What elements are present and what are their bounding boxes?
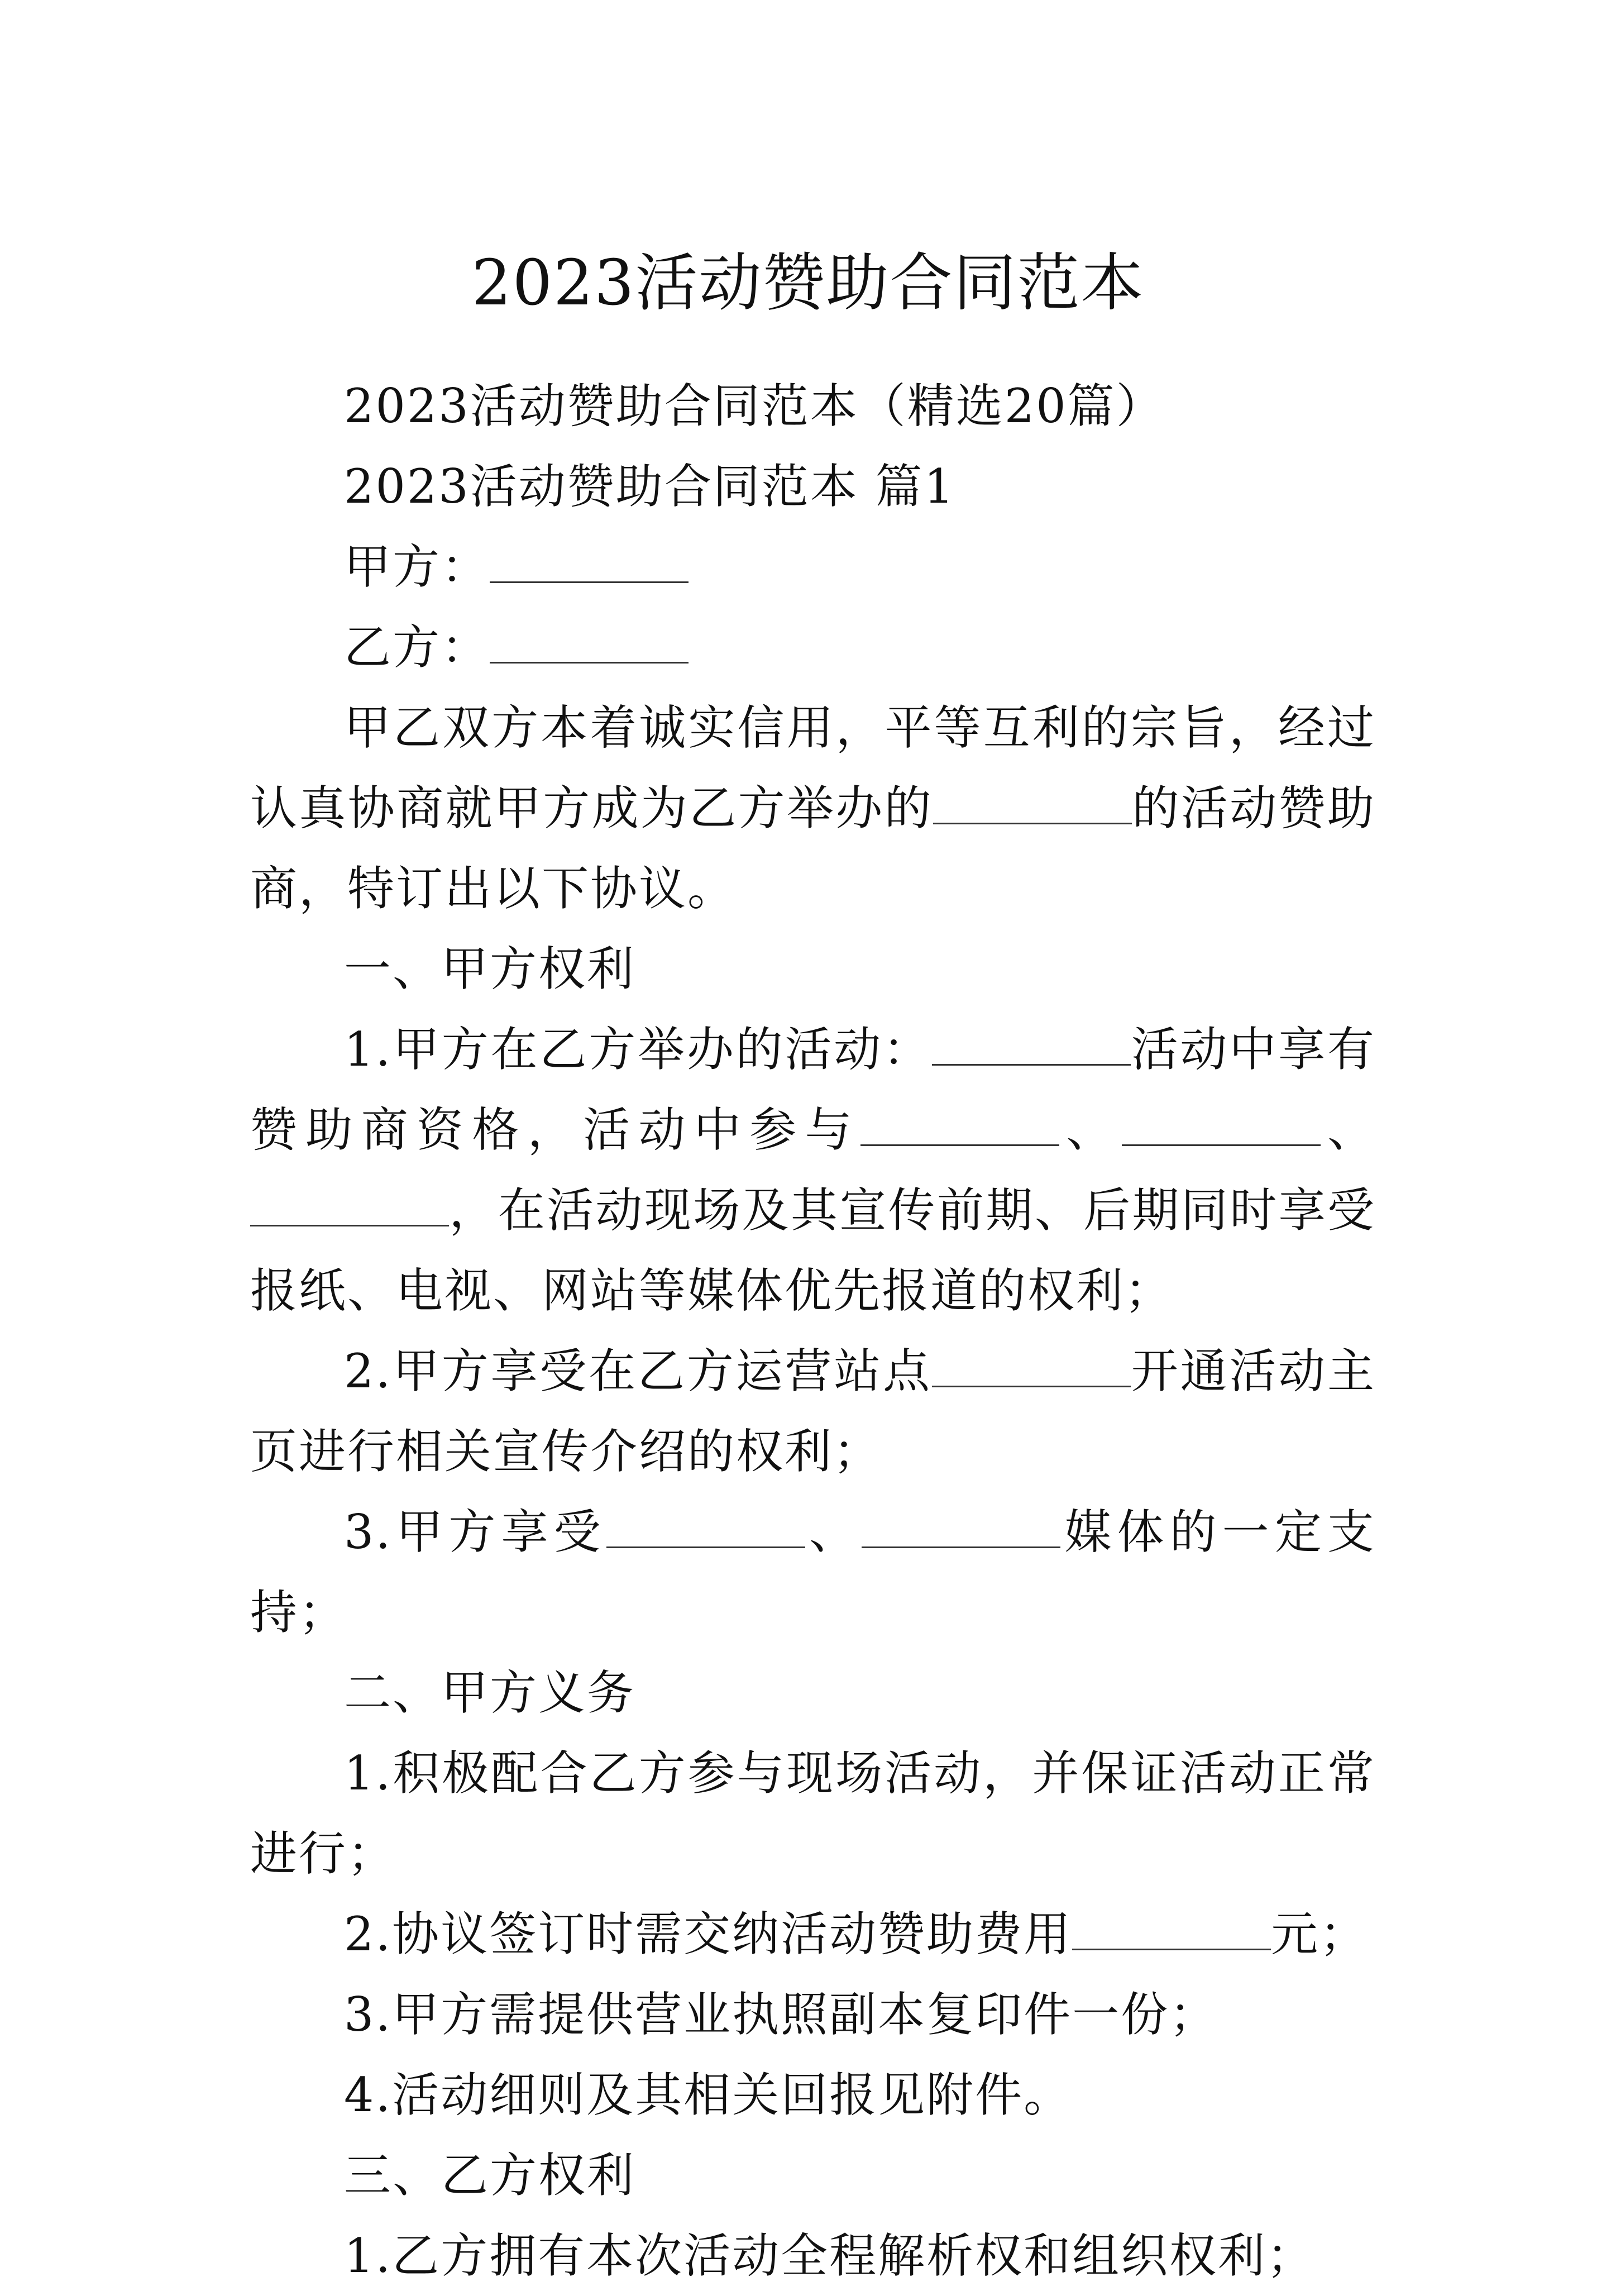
s1-item-1-text-2: 活动中享有赞助商资格，活动中参与 <box>250 1022 1376 1157</box>
party-a-line <box>250 527 1376 607</box>
event-name-blank <box>933 769 1132 824</box>
s1-item-3-sep: 、 <box>805 1505 862 1559</box>
s1-item-1-sep-2: 、 <box>1320 1102 1376 1157</box>
intro-paragraph <box>250 688 1376 929</box>
media-blank-1 <box>606 1493 805 1548</box>
media-blank-2 <box>862 1493 1060 1548</box>
s2-item-1: 1.积极配合乙方参与现场活动，并保证活动正常进行； <box>250 1746 1376 1881</box>
participation-blank-1 <box>860 1091 1059 1146</box>
s1-item-2 <box>250 1331 1376 1492</box>
s1-item-1-text-3: ，在活动现场及其宣传前期、后期同时享受报纸、电视、网站等媒体优先报道的权利； <box>250 1183 1376 1318</box>
s1-item-3-text-2: 媒体的一定支持； <box>250 1505 1376 1640</box>
s1-item-2-text-1: 2.甲方享受在乙方运营站点 <box>344 1344 932 1398</box>
section-3-heading: 三、乙方权利 <box>344 2148 636 2203</box>
intro-text-2: 的活动赞助商，特订出以下协议。 <box>250 781 1376 916</box>
s2-item-3: 3.甲方需提供营业执照副本复印件一份； <box>344 1987 1218 2042</box>
site-blank <box>932 1332 1131 1387</box>
s1-item-3-text-1: 3.甲方享受 <box>344 1505 606 1559</box>
s1-item-3 <box>250 1492 1376 1653</box>
intro-text-1: 甲乙双方本着诚实信用，平等互利的宗旨，经过认真协商就甲方成为乙方举办的 <box>250 700 1376 836</box>
s1-item-1 <box>250 1009 1376 1331</box>
s2-item-2-text-2: 元； <box>1271 1907 1369 1961</box>
s3-item-1: 1.乙方拥有本次活动全程解析权和组织权利； <box>344 2228 1316 2283</box>
s1-item-2-text-2: 开通活动主页进行相关宣传介绍的权利； <box>250 1344 1376 1479</box>
participation-blank-2 <box>1122 1091 1321 1146</box>
party-b-blank <box>490 608 689 663</box>
document-title: 2023活动赞助合同范本 <box>471 247 1145 320</box>
s2-item-2-text-1: 2.协议签订时需交纳活动赞助费用 <box>344 1907 1073 1961</box>
participation-blank-3 <box>250 1171 449 1226</box>
activity-blank <box>932 1010 1131 1066</box>
s2-item-2 <box>250 1894 1376 1974</box>
section-2-heading: 二、甲方义务 <box>344 1665 636 1720</box>
party-b-line <box>250 607 1376 688</box>
section-1-heading: 一、甲方权利 <box>344 942 636 996</box>
subtitle: 2023活动赞助合同范本（精选20篇） <box>344 379 1165 433</box>
party-a-label: 甲方： <box>344 540 490 594</box>
section-heading: 2023活动赞助合同范本 篇1 <box>344 459 955 514</box>
party-b-label: 乙方： <box>344 620 490 675</box>
fee-blank <box>1072 1895 1271 1950</box>
s1-item-1-text-1: 1.甲方在乙方举办的活动： <box>344 1022 932 1077</box>
party-a-blank <box>490 528 689 583</box>
s2-item-4: 4.活动细则及其相关回报见附件。 <box>344 2068 1073 2122</box>
document-body <box>250 366 1376 2296</box>
s1-item-1-sep-1: 、 <box>1059 1102 1122 1157</box>
